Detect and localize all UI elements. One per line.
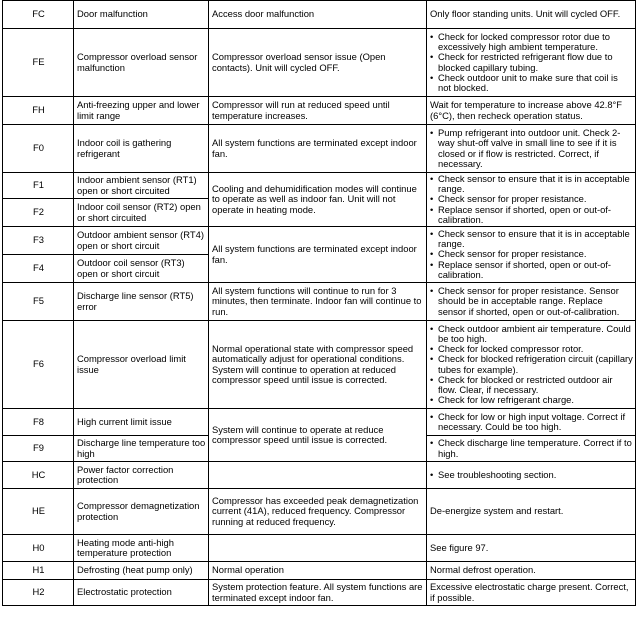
system-effect: Compressor will run at reduced speed until temperature increases. xyxy=(209,97,427,125)
corrective-action: Wait for temperature to increase above 42.8°F (6°C), then recheck operation status. xyxy=(427,97,636,125)
system-effect: Cooling and dehumidification modes will continue to operate as well as indoor fan. Unit will not operate in heating mode. xyxy=(209,173,427,227)
error-code: F8 xyxy=(3,409,74,436)
error-description: Discharge line sensor (RT5) error xyxy=(74,283,209,321)
system-effect: System will continue to operate at reduce compressor speed until issue is corrected. xyxy=(209,409,427,462)
error-code: FC xyxy=(3,1,74,29)
action-item: • Pump refrigerant into outdoor unit. Check 2-way shut-off valve in small line to see if it is closed or if flow is restricted. Correct, if necessary. xyxy=(430,128,633,169)
system-effect: Normal operational state with compressor speed automatically adjust for operational conditions. System will continue to operation at reduced compressor speed until issue is corrected. xyxy=(209,321,427,409)
error-code: F6 xyxy=(3,321,74,409)
table-row xyxy=(3,489,636,535)
table-row xyxy=(3,535,636,562)
corrective-action: See figure 97. xyxy=(427,535,636,562)
corrective-action xyxy=(427,173,636,227)
action-item: • Check for restricted refrigerant flow due to blocked capillary tubing. xyxy=(430,52,633,72)
action-item: • Replace sensor if shorted, open or out-of-calibration. xyxy=(430,260,633,280)
corrective-action: Only floor standing units. Unit will cycled OFF. xyxy=(427,1,636,29)
error-description: Compressor overload limit issue xyxy=(74,321,209,409)
table-row xyxy=(3,97,636,125)
fault-code-table xyxy=(2,0,636,606)
error-code: F9 xyxy=(3,436,74,462)
corrective-action: Normal defrost operation. xyxy=(427,562,636,580)
error-description: Indoor coil is gathering refrigerant xyxy=(74,125,209,173)
table-row xyxy=(3,409,636,436)
action-item: • Check discharge line temperature. Correct if to high. xyxy=(430,438,633,458)
system-effect: Compressor overload sensor issue (Open contacts). Unit will cycled OFF. xyxy=(209,29,427,97)
table-row xyxy=(3,1,636,29)
corrective-action: Excessive electrostatic charge present. Correct, if possible. xyxy=(427,580,636,606)
error-description: Heating mode anti-high temperature protection xyxy=(74,535,209,562)
table-row xyxy=(3,125,636,173)
error-code: F3 xyxy=(3,227,74,255)
error-description: Compressor demagnetization protection xyxy=(74,489,209,535)
error-description: Electrostatic protection xyxy=(74,580,209,606)
action-item: • Check sensor for proper resistance. xyxy=(430,249,633,259)
error-description: Outdoor coil sensor (RT3) open or short circuit xyxy=(74,255,209,283)
action-item: • Check for blocked or restricted outdoor air flow. Clear, if necessary. xyxy=(430,375,633,395)
table-row xyxy=(3,562,636,580)
error-description: Outdoor ambient sensor (RT4) open or short circuit xyxy=(74,227,209,255)
corrective-action xyxy=(427,436,636,462)
action-item: • Check sensor for proper resistance. Sensor should be in acceptable range. Replace sensor if shorted, open or out-of-calibration. xyxy=(430,286,633,317)
table-row xyxy=(3,29,636,97)
table-row xyxy=(3,462,636,489)
error-code: F4 xyxy=(3,255,74,283)
table-row xyxy=(3,227,636,255)
table-row xyxy=(3,580,636,606)
action-item: • Replace sensor if shorted, open or out-of-calibration. xyxy=(430,205,633,225)
corrective-action xyxy=(427,29,636,97)
action-item: • Check for low or high input voltage. Correct if necessary. Could be too high. xyxy=(430,412,633,432)
action-item: • Check for locked compressor rotor due to excessively high ambient temperature. xyxy=(430,32,633,52)
error-code: F5 xyxy=(3,283,74,321)
error-code: H1 xyxy=(3,562,74,580)
action-item: • Check sensor to ensure that it is in acceptable range. xyxy=(430,174,633,194)
error-code: HC xyxy=(3,462,74,489)
table-row xyxy=(3,321,636,409)
error-description: Indoor ambient sensor (RT1) open or short circuited xyxy=(74,173,209,199)
error-code: FH xyxy=(3,97,74,125)
error-description: Discharge line temperature too high xyxy=(74,436,209,462)
error-description: High current limit issue xyxy=(74,409,209,436)
system-effect: Compressor has exceeded peak demagnetization current (41A), reduced frequency. Compressor running at reduced frequency. xyxy=(209,489,427,535)
table-row xyxy=(3,173,636,199)
system-effect xyxy=(209,462,427,489)
action-item: • Check outdoor ambient air temperature. Could be too high. xyxy=(430,324,633,344)
action-item: • Check sensor for proper resistance. xyxy=(430,194,633,204)
corrective-action xyxy=(427,227,636,283)
error-description: Defrosting (heat pump only) xyxy=(74,562,209,580)
error-description: Indoor coil sensor (RT2) open or short circuited xyxy=(74,199,209,227)
corrective-action xyxy=(427,125,636,173)
action-item: • Check for blocked refrigeration circuit (capillary tubes for example). xyxy=(430,354,633,374)
error-code: F0 xyxy=(3,125,74,173)
error-description: Anti-freezing upper and lower limit range xyxy=(74,97,209,125)
corrective-action xyxy=(427,462,636,489)
corrective-action xyxy=(427,283,636,321)
action-item: • Check for locked compressor rotor. xyxy=(430,344,633,354)
error-code: F1 xyxy=(3,173,74,199)
system-effect xyxy=(209,535,427,562)
corrective-action xyxy=(427,409,636,436)
system-effect: Normal operation xyxy=(209,562,427,580)
system-effect: System protection feature. All system functions are terminated except indoor fan. xyxy=(209,580,427,606)
error-code: H2 xyxy=(3,580,74,606)
system-effect: Access door malfunction xyxy=(209,1,427,29)
action-item: • Check outdoor unit to make sure that coil is not blocked. xyxy=(430,73,633,93)
error-code: HE xyxy=(3,489,74,535)
action-item: • Check sensor to ensure that it is in acceptable range. xyxy=(430,229,633,249)
action-item: • See troubleshooting section. xyxy=(430,470,633,480)
action-item: • Check for low refrigerant charge. xyxy=(430,395,633,405)
system-effect: All system functions are terminated except indoor fan. xyxy=(209,227,427,283)
error-description: Door malfunction xyxy=(74,1,209,29)
error-code: H0 xyxy=(3,535,74,562)
corrective-action xyxy=(427,321,636,409)
error-description: Compressor overload sensor malfunction xyxy=(74,29,209,97)
corrective-action: De-energize system and restart. xyxy=(427,489,636,535)
error-description: Power factor correction protection xyxy=(74,462,209,489)
error-code: F2 xyxy=(3,199,74,227)
system-effect: All system functions will continue to run for 3 minutes, then terminate. Indoor fan will continue to run. xyxy=(209,283,427,321)
table-row xyxy=(3,283,636,321)
error-code: FE xyxy=(3,29,74,97)
system-effect: All system functions are terminated except indoor fan. xyxy=(209,125,427,173)
